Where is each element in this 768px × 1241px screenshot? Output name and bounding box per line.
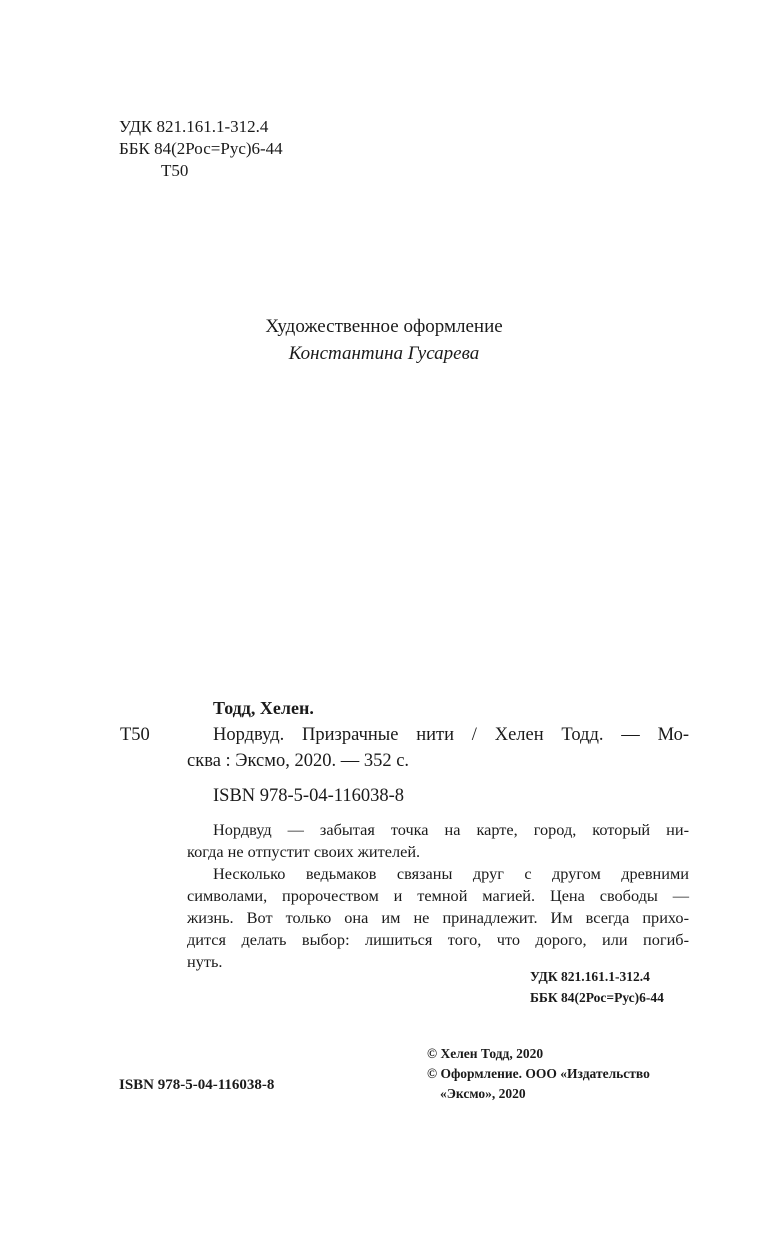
catalog-bbk: ББК 84(2Рос=Рус)6-44 <box>530 990 664 1005</box>
author-mark: Т50 <box>161 161 189 180</box>
catalog-udk: УДК 821.161.1-312.4 <box>530 969 650 984</box>
annotation-line-1: Нордвуд — забытая точка на карте, город, который ни- <box>213 820 689 839</box>
annotation-line-6: дится делать выбор: лишиться того, что дорого, или погиб- <box>187 930 689 949</box>
bbk-code: ББК 84(2Рос=Рус)6-44 <box>119 139 283 158</box>
annotation-line-2: когда не отпустит своих жителей. <box>187 842 421 861</box>
udk-code: УДК 821.161.1-312.4 <box>119 117 269 136</box>
catalog-author-mark: Т50 <box>120 725 150 745</box>
catalog-isbn: ISBN 978-5-04-116038-8 <box>213 786 404 806</box>
catalog-title-line-1: Нордвуд. Призрачные нити / Хелен Тодд. — Мо- <box>213 725 689 745</box>
catalog-title-line-2: сква : Эксмо, 2020. — 352 с. <box>187 751 410 771</box>
catalog-author: Тодд, Хелен. <box>213 698 314 718</box>
copyright-design-line-1: © Оформление. ООО «Издательство <box>427 1066 650 1081</box>
annotation-line-4: символами, пророчеством и темной магией. Цена свободы — <box>187 886 689 905</box>
copyright-design-line-2: «Эксмо», 2020 <box>440 1086 526 1101</box>
design-credit-label: Художественное оформление <box>265 316 503 337</box>
design-credit-name: Константина Гусарева <box>288 343 480 364</box>
footer-isbn: ISBN 978-5-04-116038-8 <box>119 1077 275 1093</box>
annotation-line-5: жизнь. Вот только она им не принадлежит. Им всегда прихо- <box>187 908 689 927</box>
annotation-line-7: нуть. <box>187 952 223 971</box>
annotation-line-3: Несколько ведьмаков связаны друг с другом древними <box>213 864 689 883</box>
copyright-author: © Хелен Тодд, 2020 <box>427 1046 544 1061</box>
